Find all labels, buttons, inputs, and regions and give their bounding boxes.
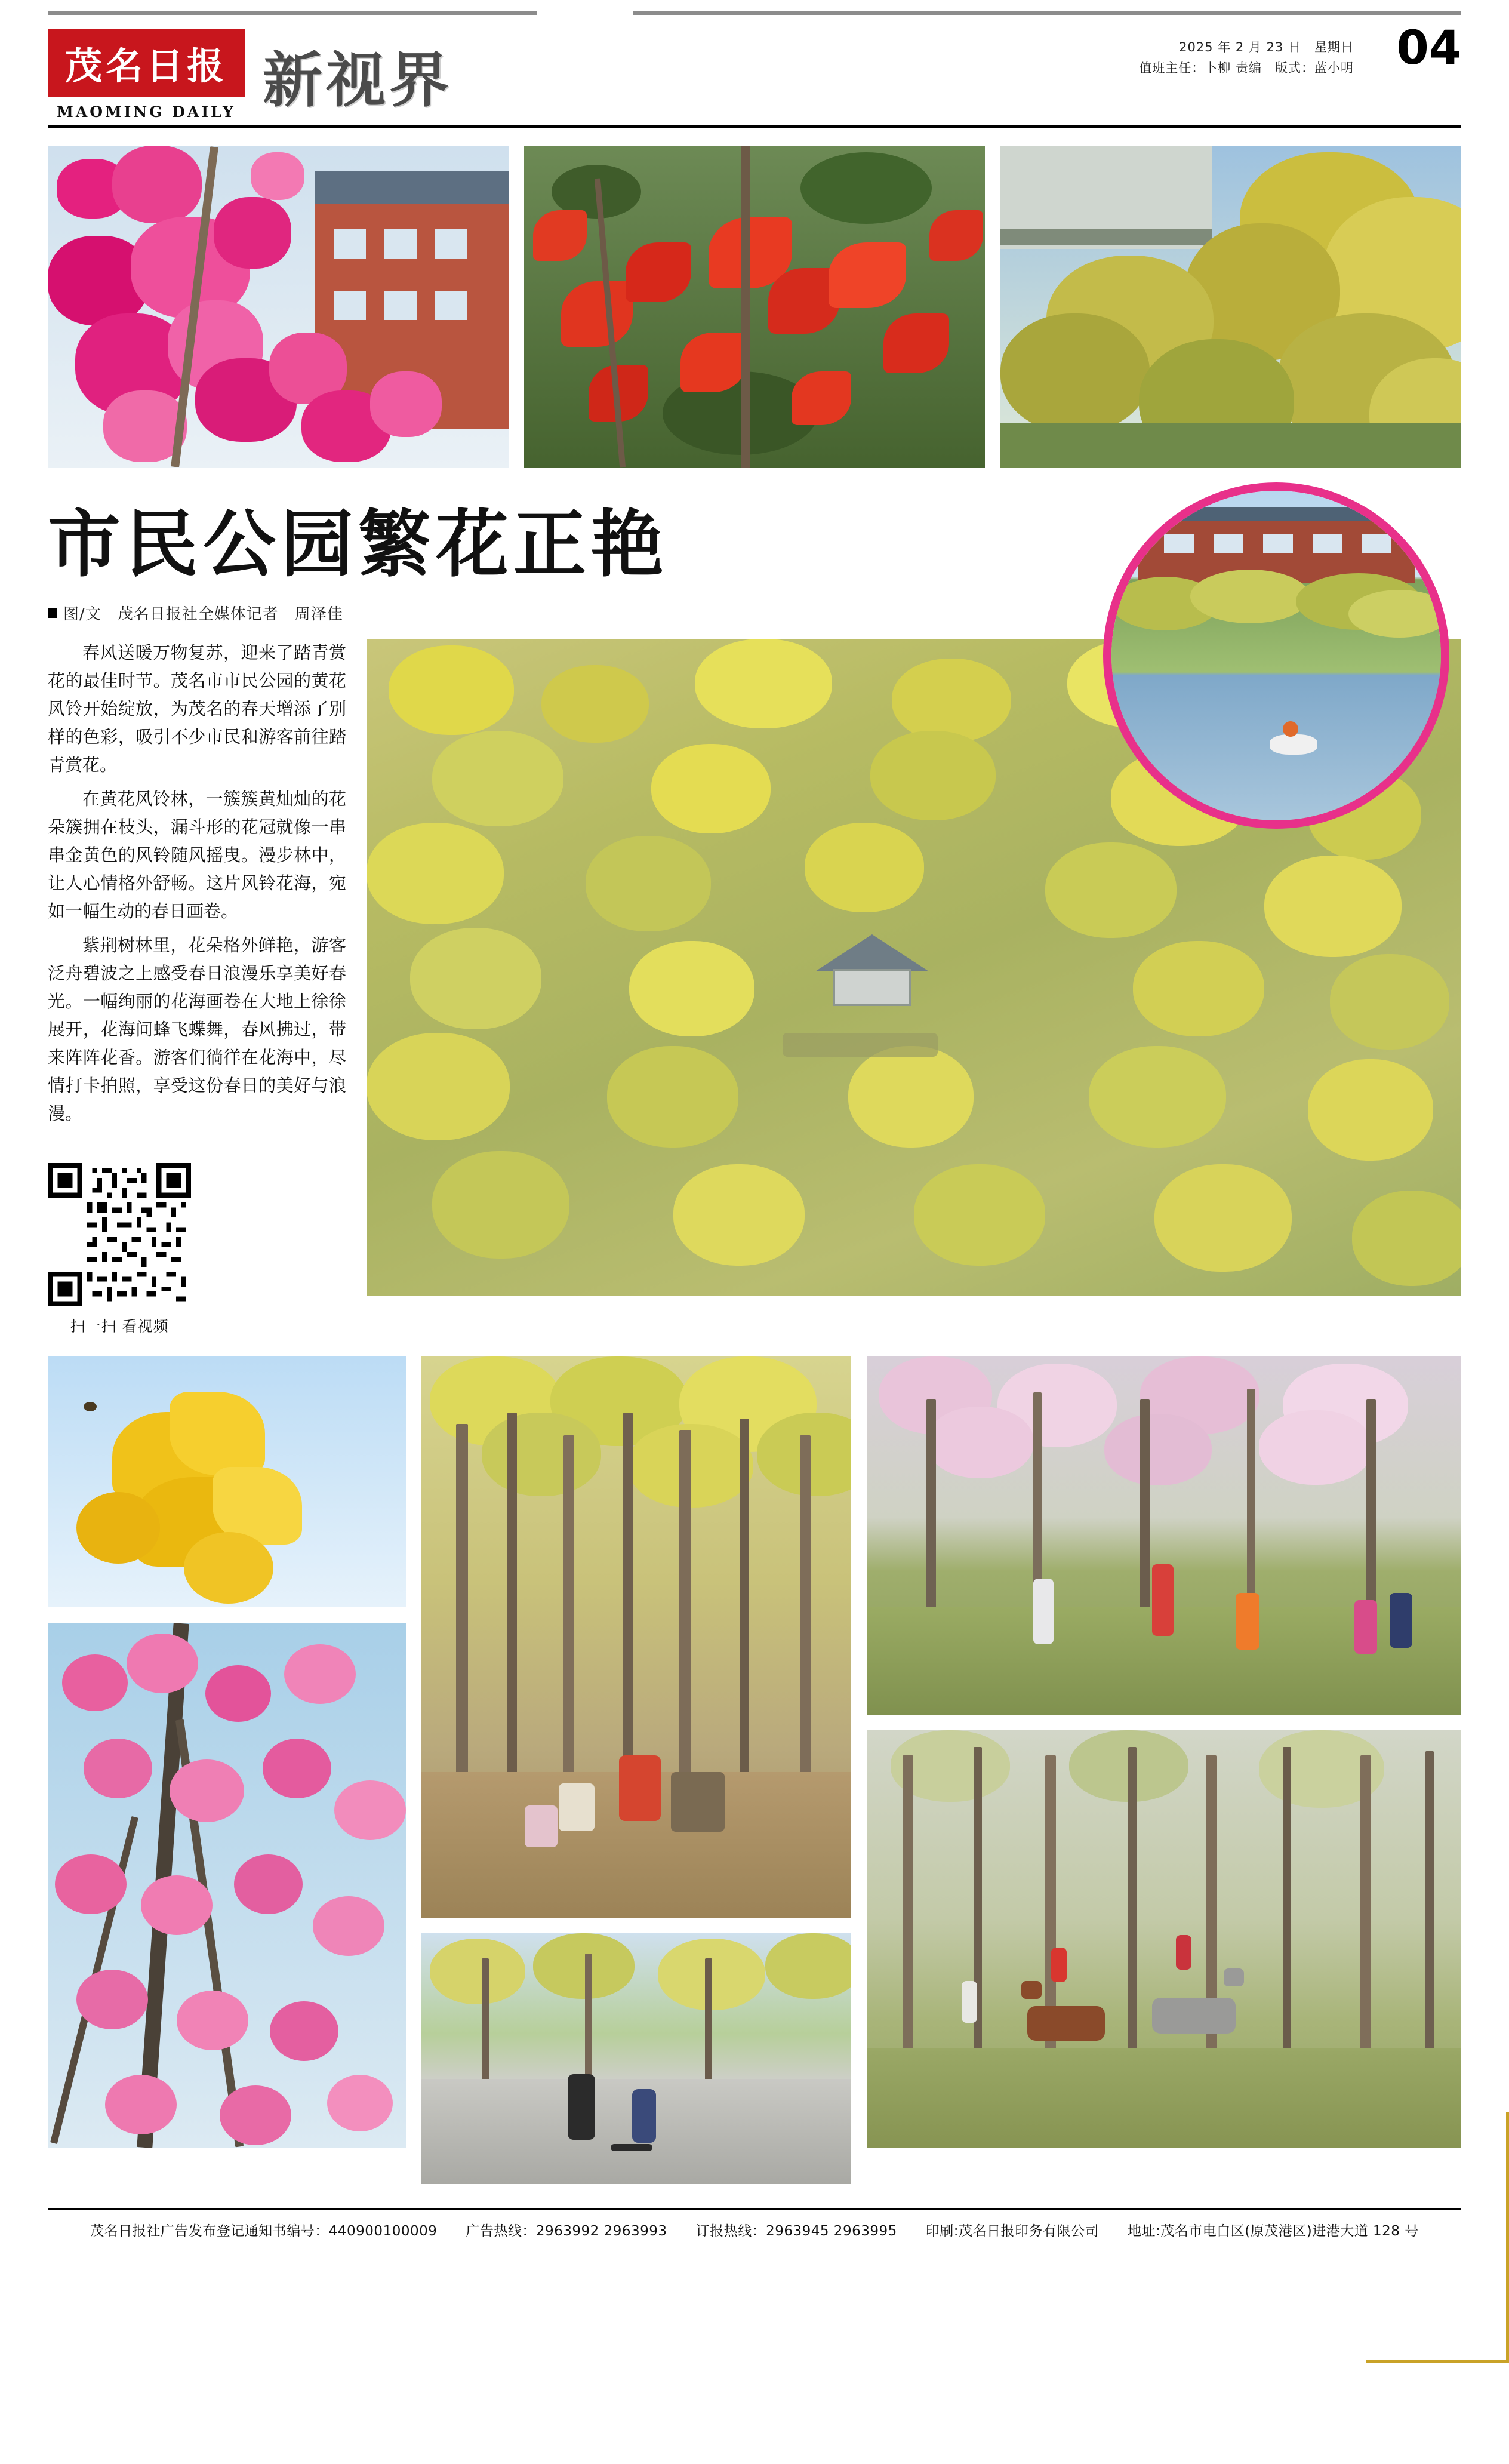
- logo-chinese-name: 茂名日报: [64, 44, 227, 88]
- masthead-top-rule: [48, 11, 1461, 15]
- qr-code-image[interactable]: [48, 1163, 191, 1306]
- byline-text: 图/文 茂名日报社全媒体记者 周泽佳: [63, 605, 343, 623]
- footer-item: 订报热线：2963945 2963995: [695, 2223, 897, 2240]
- newspaper-logo: [48, 29, 257, 121]
- photo-forest-picnic-visitors: [421, 1356, 851, 1918]
- article-paragraph: 春风送暖万物复苏，迎来了踏青赏花的最佳时节。茂名市市民公园的黄花风铃开始绽放，为茂名的春天增添了别样的色彩，吸引不少市民和游客前往踏青赏花。: [48, 642, 346, 775]
- section-title: 新视界: [263, 45, 452, 115]
- editor-credits: 值班主任：卜柳 责编 版式：蓝小明: [1139, 60, 1354, 75]
- qr-code-block[interactable]: [48, 1163, 203, 1336]
- masthead-bottom-rule: [48, 125, 1461, 128]
- top-photo-row: [48, 146, 1461, 468]
- page-number: 04: [1396, 21, 1461, 75]
- photo-families-under-blossom-trees: [867, 1356, 1461, 1715]
- footer-item: 地址:茂名市电白区(原茂港区)进港大道 128 号: [1128, 2223, 1419, 2240]
- bottom-column-right: [867, 1356, 1461, 2148]
- masthead: [48, 0, 1461, 131]
- photo-red-kapok-flowers: [524, 146, 985, 468]
- bottom-column-middle: [421, 1356, 851, 2184]
- footer-item: 广告热线：2963992 2963993: [466, 2223, 667, 2240]
- photo-yellow-flower-closeup-sky: [48, 1356, 406, 1607]
- page-title: 市民公园繁花正艳: [48, 501, 669, 587]
- photo-park-lake-pedal-boat: [1103, 482, 1449, 829]
- footer-item: 茂名日报社广告发布登记通知书编号：440900100009: [90, 2223, 438, 2240]
- headline-area: [48, 496, 1461, 633]
- article-paragraph: 紫荆树林里，花朵格外鲜艳，游客泛舟碧波之上感受春日浪漫乐享美好春光。一幅绚丽的花海画卷在大地上徐徐展开，花海间蜂飞蝶舞，春风拂过，带来阵阵花香。游客们徜徉在花海中，尽情打卡拍照，享受这份春日的美好与浪漫。: [48, 934, 346, 1124]
- photo-children-cycling-road: [421, 1933, 851, 2184]
- photo-pink-bauhinia-branches: [48, 1623, 406, 2148]
- photo-bougainvillea-and-building: [48, 146, 509, 468]
- photo-horse-riding-in-woods: [867, 1730, 1461, 2148]
- bullet-square-icon: [48, 608, 57, 618]
- article-paragraph: 在黄花风铃林，一簇簇黄灿灿的花朵簇拥在枝头，漏斗形的花冠就像一串串金黄色的风铃随风摇曳。漫步林中，让人心情格外舒畅。这片风铃花海，宛如一幅生动的春日画卷。: [48, 788, 346, 921]
- logo-box: [48, 29, 245, 97]
- footer-item: 印刷:茂名日报印务有限公司: [925, 2223, 1099, 2240]
- article-text-column: [48, 639, 346, 1336]
- page-footer: [48, 2208, 1461, 2256]
- qr-caption: 扫一扫 看视频: [70, 1318, 169, 1336]
- bottom-column-left: [48, 1356, 406, 2148]
- bottom-photo-grid: [48, 1356, 1461, 2184]
- photo-yellow-trumpet-tree-grove: [1000, 146, 1461, 468]
- logo-english-name: MAOMING DAILY: [57, 103, 236, 121]
- publication-date: 2025 年 2 月 23 日 星期日: [1179, 40, 1354, 54]
- masthead-meta: [1139, 37, 1354, 78]
